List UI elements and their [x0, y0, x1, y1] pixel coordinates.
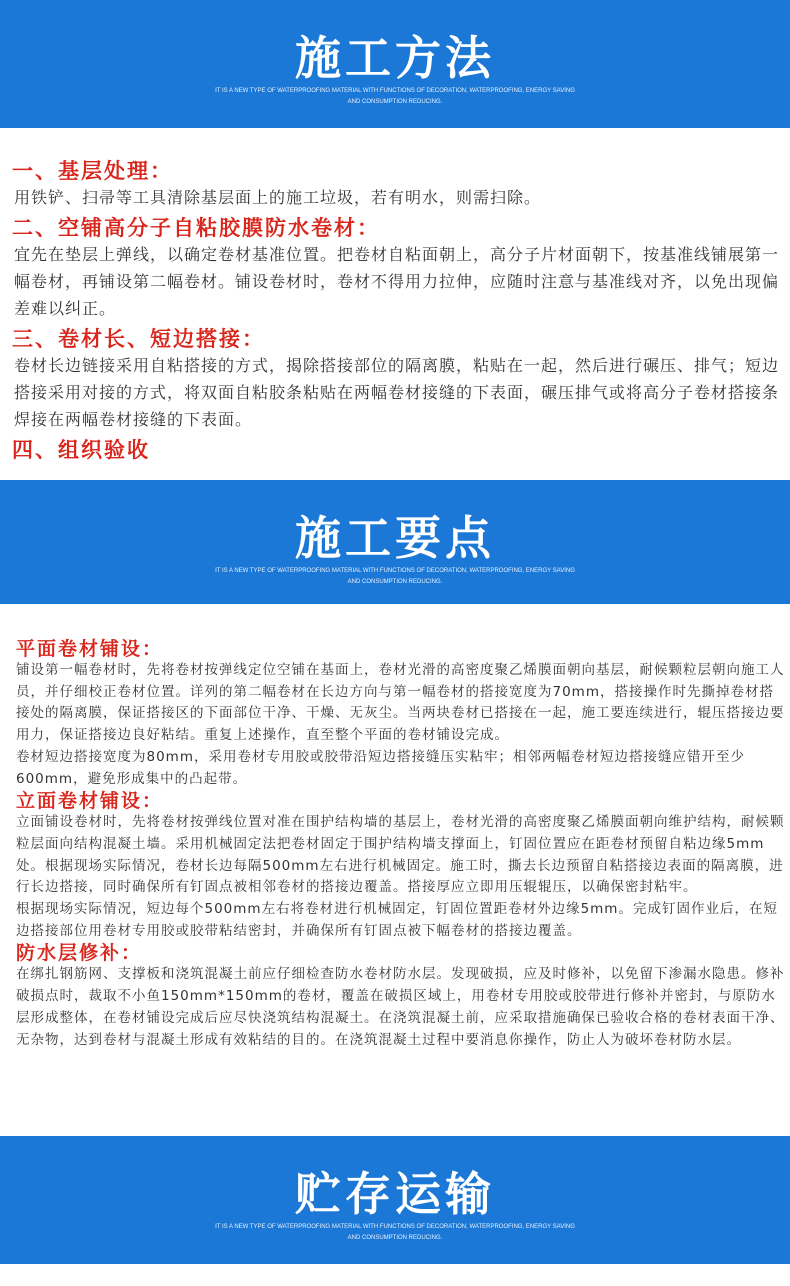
method-heading-1: 一、基层处理：: [12, 159, 173, 183]
points-paragraph-2a: 立面铺设卷材时，先将卷材按弹线位置对准在围护结构墙的基层上，卷材光滑的高密度聚乙烯膜面朝向维护结构，耐候颗粒层面向结构混凝土墙。采用机械固定法把卷材固定于围护结构墙支撑面上，钉固位置应在距卷材预留自粘边缘5mm处。根据现场实际情况，卷材长边每隔500mm左右进行机械固定。施工时，撕去长边预留自粘搭接边表面的隔离膜，进行长边搭接，同时确保所有钉固点被相邻卷材的搭接边覆盖。搭接厚应立即用压辊辊压，以确保密封粘牢。: [16, 814, 785, 896]
method-paragraph-1: 用铁铲、扫帚等工具清除基层面上的施工垃圾，若有明水，则需扫除。: [14, 188, 542, 207]
points-paragraph-1b: 卷材短边搭接宽度为80mm，采用卷材专用胶或胶带沿短边搭接缝压实粘牢；相邻两幅卷材短边搭接缝应错开至少600mm，避免形成集中的凸起带。: [16, 748, 745, 787]
banner-title: 贮存运输: [295, 1167, 495, 1221]
points-heading-3: 防水层修补：: [16, 942, 143, 965]
points-content: [0, 638, 790, 1051]
method-paragraph-2: 宜先在垫层上弹线，以确定卷材基准位置。把卷材自粘面朝上，高分子片材面朝下，按基准线铺展第一幅卷材，再铺设第二幅卷材。铺设卷材时，卷材不得用力拉伸，应随时注意与基准线对齐，以免出现偏差难以纠正。: [14, 245, 780, 318]
banner-subtitle: IT IS A NEW TYPE OF WATERPROOFING MATERIAL WITH FUNCTIONS OF DECORATION, WATERPROOFING, ENERGY SAVING AND CONSUMPTION REDUCING.: [215, 568, 575, 585]
section-banner-storage: [0, 1136, 790, 1264]
points-paragraph-1a: 铺设第一幅卷材时，先将卷材按弹线定位空铺在基面上，卷材光滑的高密度聚乙烯膜面朝向基层，耐候颗粒层朝向施工人员，并仔细校正卷材位置。详列的第二幅卷材在长边方向与第一幅卷材的搭接宽度为70mm，搭接操作时先撕掉卷材搭接处的隔离膜，保证搭接区的下面部位干净、干燥、无灰尘。当两块卷材已搭接在一起，施工要连续进行，辊压搭接边要用力，保证搭接边良好粘结。重复上述操作，直至整个平面的卷材铺设完成。: [16, 662, 785, 744]
banner-subtitle: IT IS A NEW TYPE OF WATERPROOFING MATERIAL WITH FUNCTIONS OF DECORATION, WATERPROOFING, ENERGY SAVING AND CONSUMPTION REDUCING.: [215, 88, 575, 105]
method-content: [0, 158, 790, 463]
method-heading-4: 四、组织验收: [12, 438, 150, 462]
points-heading-1: 平面卷材铺设：: [16, 638, 164, 660]
section-banner-method: [0, 0, 790, 128]
method-heading-2: 二、空铺高分子自粘胶膜防水卷材：: [12, 216, 380, 240]
section-banner-points: [0, 480, 790, 604]
banner-title: 施工方法: [295, 31, 495, 85]
points-heading-2: 立面卷材铺设：: [16, 790, 164, 813]
points-paragraph-2b: 根据现场实际情况，短边每个500mm左右将卷材进行机械固定，钉固位置距卷材外边缘5mm。完成钉固作业后，在短边搭接部位用卷材专用胶或胶带粘结密封，并确保所有钉固点被下幅卷材的搭接边覆盖。: [16, 901, 778, 939]
banner-title: 施工要点: [295, 511, 495, 565]
method-heading-3: 三、卷材长、短边搭接：: [12, 327, 265, 351]
points-paragraph-3: 在绑扎钢筋网、支撑板和浇筑混凝土前应仔细检查防水卷材防水层。发现破损，应及时修补，以免留下渗漏水隐患。修补破损点时，裁取不小鱼150mm*150mm的卷材，覆盖在破损区域上，用卷材专用胶或胶带进行修补并密封，与原防水层形成整体，在卷材铺设完成后应尽快浇筑结构混凝土。在浇筑混凝土前，应采取措施确保已验收合格的卷材表面干净、无杂物，达到卷材与混凝土形成有效粘结的目的。在浇筑混凝土过程中要消息你操作，防止人为破坏卷材防水层。: [16, 966, 785, 1048]
method-paragraph-3: 卷材长边链接采用自粘搭接的方式，揭除搭接部位的隔离膜，粘贴在一起，然后进行碾压、排气；短边搭接采用对接的方式，将双面自粘胶条粘贴在两幅卷材接缝的下表面，碾压排气或将高分子卷材搭接条焊接在两幅卷材接缝的下表面。: [14, 356, 780, 429]
banner-subtitle: IT IS A NEW TYPE OF WATERPROOFING MATERIAL WITH FUNCTIONS OF DECORATION, WATERPROOFING, ENERGY SAVING AND CONSUMPTION REDUCING.: [215, 1224, 575, 1241]
